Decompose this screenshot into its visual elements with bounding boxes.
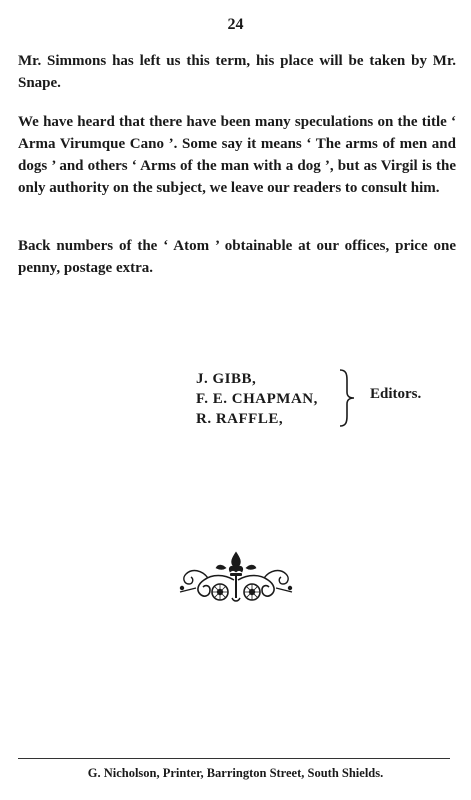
paragraph-back-numbers: Back numbers of the ‘ Atom ’ obtainable at our offices, price one penny, postage extra. [18, 238, 456, 276]
editor-name: F. E. CHAPMAN, [196, 391, 318, 407]
editors-list [196, 369, 318, 429]
editor-name: J. GIBB, [196, 371, 257, 387]
editor-name: R. RAFFLE, [196, 411, 284, 427]
page-number: 24 [227, 16, 244, 33]
editors-label: Editors. [370, 386, 422, 402]
right-brace-icon [336, 368, 360, 428]
footer-divider [18, 758, 450, 759]
floral-ornament-icon [178, 548, 294, 608]
paragraph-simmons: Mr. Simmons has left us this term, his place will be taken by Mr. Snape. [18, 53, 456, 91]
printer-footer: G. Nicholson, Printer, Barrington Street, South Shields. [87, 766, 384, 780]
paragraph-title-speculations: We have heard that there have been many speculations on the title ‘ Arma Virumque Cano ’. Some say it means ‘ The arms of men and dogs ’ and others ‘ Arms of the man with a dog ’, but as Virgil is the only authority on the subject, we leave our readers to consult him. [18, 114, 456, 196]
